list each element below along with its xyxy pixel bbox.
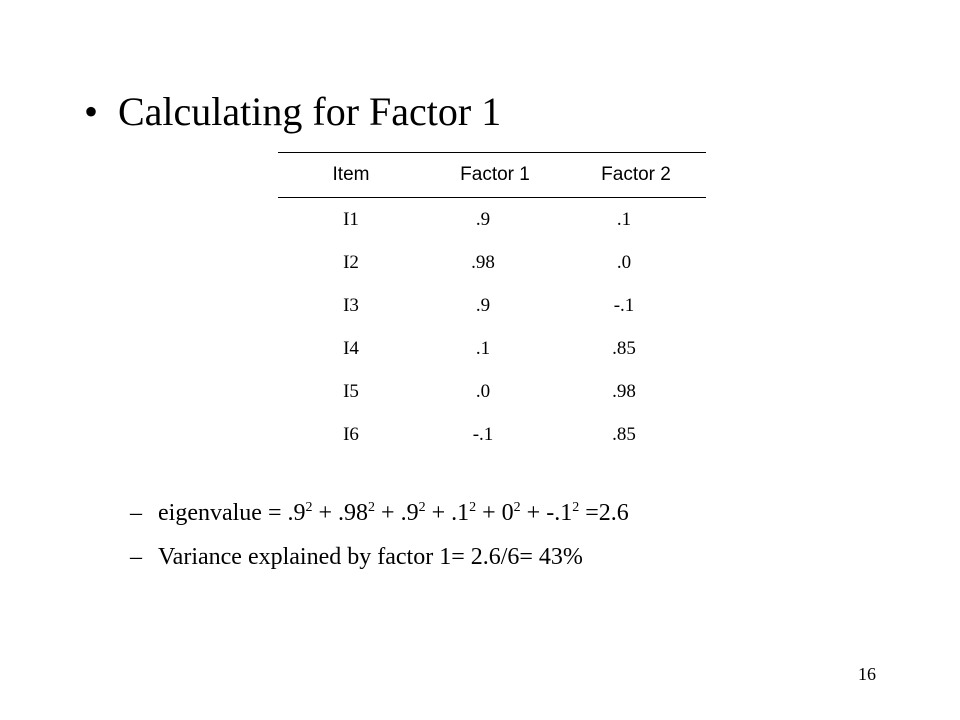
table-row (278, 327, 706, 370)
factor-1-cell: -.1 (472, 423, 494, 445)
table-row (278, 284, 706, 327)
title-text: Calculating for Factor 1 (118, 89, 502, 134)
item-cell: I6 (343, 423, 359, 445)
table-row (278, 370, 706, 413)
factor-1-cell: .0 (475, 380, 491, 402)
term-exponent: 2 (418, 500, 426, 515)
term-exponent: 2 (305, 500, 313, 515)
item-cell: I3 (343, 294, 359, 316)
factor-1-cell: .9 (475, 294, 491, 316)
term-exponent: 2 (572, 500, 580, 515)
factor-2-cell: .85 (612, 337, 636, 359)
eigenvalue-result: =2.6 (585, 500, 629, 526)
dash-marker: – (130, 500, 142, 526)
item-cell: I1 (343, 208, 359, 230)
factor-1-cell: .1 (475, 337, 491, 359)
factor-loadings-table (278, 152, 706, 456)
header-item: Item (278, 153, 424, 198)
variance-line (130, 542, 583, 572)
page-number: 16 (858, 664, 876, 684)
variance-text: Variance explained by factor 1= 2.6/6= 43% (158, 544, 583, 570)
table-header-row (278, 153, 706, 198)
term-separator: + (375, 500, 401, 526)
term-base: .98 (338, 500, 369, 526)
eigenvalue-prefix: eigenvalue = (158, 500, 288, 526)
table-row (278, 413, 706, 456)
factor-2-cell: .0 (616, 251, 632, 273)
term-exponent: 2 (469, 500, 477, 515)
bullet-marker: • (84, 89, 99, 134)
factor-2-cell: .1 (616, 208, 632, 230)
item-cell: I2 (343, 251, 359, 273)
term-base: -.1 (546, 500, 573, 526)
slide-title (84, 88, 501, 136)
table-row (278, 241, 706, 284)
term-exponent: 2 (368, 500, 376, 515)
item-cell: I5 (343, 380, 359, 402)
factor-2-cell: .85 (612, 423, 636, 445)
term-separator: + (312, 500, 339, 526)
term-separator: + (425, 500, 452, 526)
eigenvalue-line (130, 498, 629, 528)
dash-marker: – (130, 544, 142, 570)
term-base: .9 (287, 500, 306, 526)
header-factor-2: Factor 2 (566, 153, 706, 198)
header-factor-1: Factor 1 (424, 153, 566, 198)
term-base: 0 (501, 500, 514, 526)
factor-1-cell: .9 (475, 208, 491, 230)
factor-1-cell: .98 (471, 251, 495, 273)
term-base: .9 (400, 500, 419, 526)
table-row (278, 198, 706, 242)
term-separator: + (476, 500, 502, 526)
factor-2-cell: .98 (612, 380, 636, 402)
term-exponent: 2 (513, 500, 521, 515)
term-base: .1 (451, 500, 470, 526)
term-separator: + (520, 500, 547, 526)
factor-2-cell: -.1 (613, 294, 635, 316)
item-cell: I4 (343, 337, 359, 359)
